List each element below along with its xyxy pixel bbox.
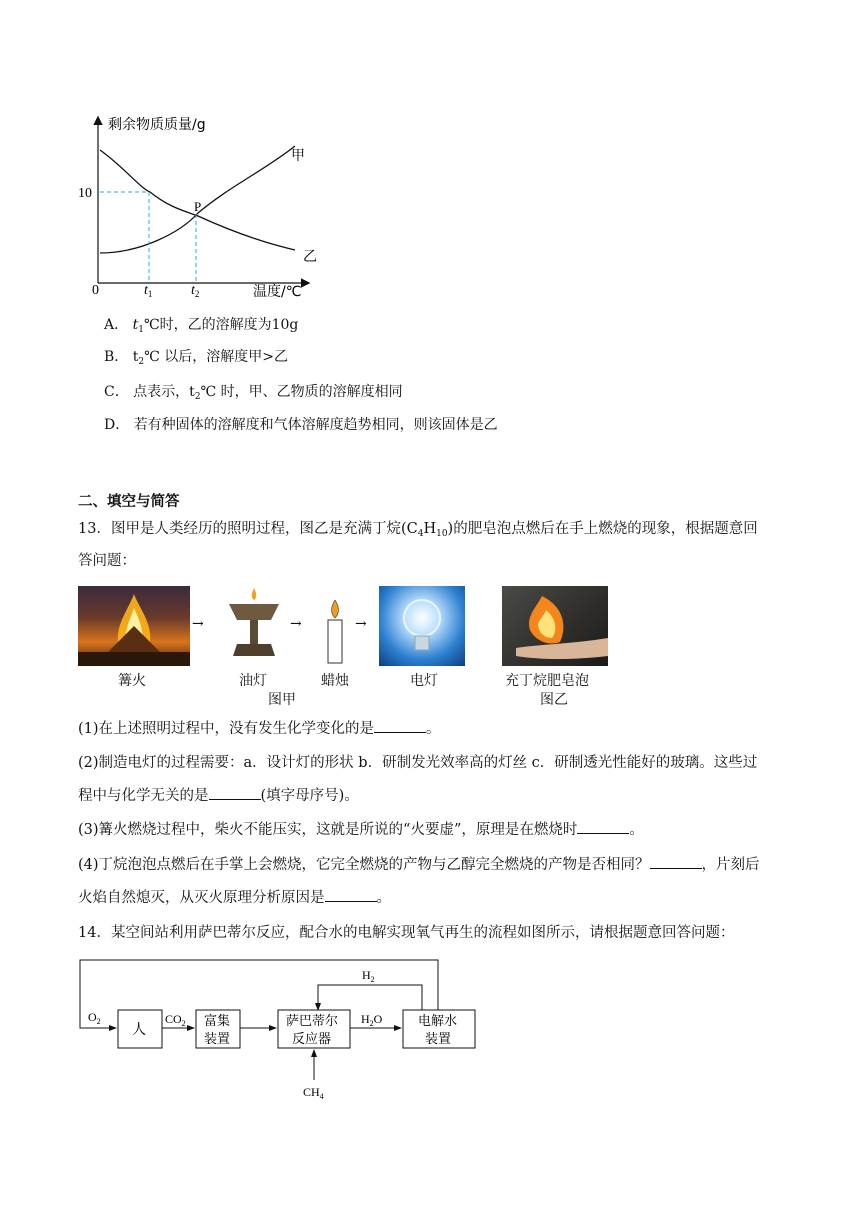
solubility-chart [70, 108, 330, 308]
section-title: 二、填空与简答 [78, 494, 180, 510]
label-o2: $O_2$ [88, 1010, 101, 1026]
answer-blank[interactable] [325, 887, 377, 902]
x-tick-t1: $t_1$ [144, 283, 153, 299]
candle-picture [325, 600, 345, 664]
label-h2o: $H_2O$ [361, 1012, 383, 1028]
caption-bonfire: 篝火 [118, 673, 146, 689]
y-tick-10: 10 [78, 186, 92, 201]
point-p-label: P [194, 199, 202, 214]
y-axis-label: 剩余物质质量/g [108, 117, 206, 133]
label-ch4: $CH_4$ [303, 1085, 324, 1101]
option-c: C． 点表示，$t_2℃$ 时，甲、乙物质的溶解度相同 [104, 384, 403, 402]
box-electrolysis-label-1: 电解水 [418, 1014, 458, 1029]
x-axis-label: 温度/℃ [253, 284, 302, 300]
arrow-1: → [192, 616, 204, 632]
q13-part4-line1: (4)丁烷泡泡点燃后在手掌上会燃烧，它完全燃烧的产物与乙醇完全燃烧的产物是否相同？ ，片刻后 [78, 854, 760, 876]
q13-part3: (3)篝火燃烧过程中，柴火不能压实，这就是所说的“火要虚”，原理是在燃烧时 。 [78, 819, 644, 841]
q13-part1: (1)在上述照明过程中，没有发生化学变化的是 。 [78, 718, 441, 740]
caption-electric-light: 电灯 [410, 673, 438, 689]
x-tick-t2: $t_2$ [191, 283, 200, 299]
caption-butane-bubble: 充丁烷肥皂泡 [505, 673, 589, 689]
box-person-label: 人 [132, 1022, 146, 1038]
q14-text: 14．某空间站利用萨巴蒂尔反应，配合水的电解实现氧气再生的流程如图所示，请根据题意回答问题： [78, 925, 735, 941]
option-b: B． $t_2℃$ 以后，溶解度甲>乙 [104, 349, 288, 367]
answer-blank[interactable] [650, 854, 702, 869]
answer-blank[interactable] [374, 718, 426, 733]
oxygen-regeneration-flowchart [70, 955, 490, 1105]
answer-blank[interactable] [577, 819, 629, 834]
option-a: A． $t_1℃$时，乙的溶解度为10g [104, 317, 299, 335]
q13-line1: 13．图甲是人类经历的照明过程，图乙是充满丁烷$(C_4H_{10})$的肥皂泡点燃后在手上燃烧的现象，根据题意回 [78, 521, 758, 539]
light-bulb-photo [379, 586, 465, 666]
caption-oil-lamp: 油灯 [239, 673, 267, 689]
series-yi-label: 乙 [303, 249, 317, 265]
arrow-3: → [355, 616, 367, 632]
h2-return-line [318, 985, 422, 1012]
q13-line2: 答问题： [78, 553, 136, 569]
box-collector-label-2: 装置 [204, 1032, 231, 1047]
bonfire-photo [78, 586, 190, 666]
figure-b-label: 图乙 [540, 692, 568, 708]
origin-label: 0 [92, 283, 99, 298]
box-electrolysis-label-2: 装置 [425, 1032, 452, 1047]
oil-lamp-picture [225, 586, 283, 666]
label-co2: $CO_2$ [165, 1012, 186, 1028]
caption-candle: 蜡烛 [321, 673, 349, 689]
q13-part4-line2: 火焰自然熄灭，从灭火原理分析原因是 。 [78, 887, 391, 909]
q13-part2-line1: (2)制造电灯的过程需要：a．设计灯的形状 b．研制发光效率高的灯丝 c．研制透光性能好的玻璃。这些过 [78, 755, 758, 771]
figure-a-label: 图甲 [268, 692, 296, 708]
q13-part2-line2: 程中与化学无关的是 (填字母序号)。 [78, 785, 359, 807]
box-collector-label-1: 富集 [204, 1014, 231, 1029]
answer-blank[interactable] [209, 785, 261, 800]
arrow-2: → [290, 616, 302, 632]
butane-bubble-photo [502, 586, 608, 666]
box-reactor-label-1: 萨巴蒂尔 [286, 1014, 339, 1029]
series-jia-label: 甲 [291, 148, 305, 164]
label-h2: $H_2$ [362, 968, 375, 984]
option-d: D． 若有种固体的溶解度和气体溶解度趋势相同，则该固体是乙 [104, 417, 498, 433]
box-reactor-label-2: 反应器 [292, 1032, 332, 1047]
